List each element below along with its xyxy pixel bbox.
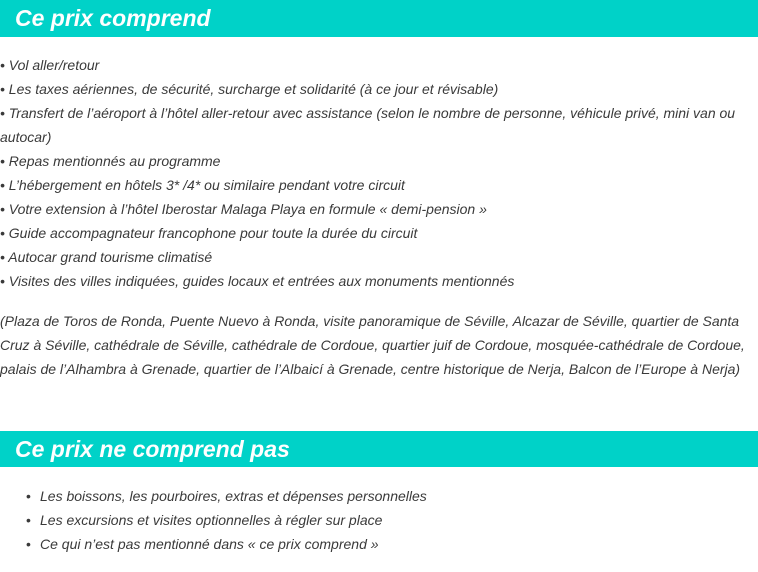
bullet-icon: • [26,488,31,504]
list-item: • Visites des villes indiquées, guides locaux et entrées aux monuments mentionnés [0,273,515,289]
included-section-header [0,0,758,37]
list-item [0,532,740,556]
list-item: • Repas mentionnés au programme [0,153,221,169]
list-item: • L’hébergement en hôtels 3* /4* ou similaire pendant votre circuit [0,177,405,193]
list-item [0,484,740,508]
list-item: • Votre extension à l’hôtel Iberostar Malaga Playa en formule « demi-pension » [0,201,487,217]
list-item [0,508,740,532]
included-section-title: Ce prix comprend [15,5,211,31]
list-item: • Autocar grand tourisme climatisé [0,249,213,265]
list-item: • Les taxes aériennes, de sécurité, surcharge et solidarité (à ce jour et révisable) [0,81,499,97]
excluded-section-header [0,431,758,467]
bullet-icon: • [26,536,31,552]
monuments-note: (Plaza de Toros de Ronda, Puente Nuevo à Ronda, visite panoramique de Séville, Alcazar de Séville, quartier de Santa Cruz à Séville, cathédrale de Séville, cathédrale de Cordoue, quartier juif de Cordoue, mosquée-cathédrale de Cordoue, palais de l’Alhambra à Grenade, quartier de l’Albaicí à Grenade, centre historique de Nerja, Balcon de l’Europe à Nerja) [0,313,745,377]
list-item-text: Ce qui n’est pas mentionné dans « ce prix comprend » [40,536,379,552]
bullet-icon: • [26,512,31,528]
list-item-text: Les boissons, les pourboires, extras et dépenses personnelles [40,488,427,504]
excluded-section-title: Ce prix ne comprend pas [15,435,290,462]
list-item-text: Les excursions et visites optionnelles à régler sur place [40,512,383,528]
included-list [0,53,752,293]
list-item: • Guide accompagnateur francophone pour toute la durée du circuit [0,225,418,241]
excluded-list [0,484,740,556]
list-item: • Vol aller/retour [0,57,100,73]
list-item: • Transfert de l’aéroport à l’hôtel aller-retour avec assistance (selon le nombre de personne, véhicule privé, mini van ou autocar) [0,105,736,145]
